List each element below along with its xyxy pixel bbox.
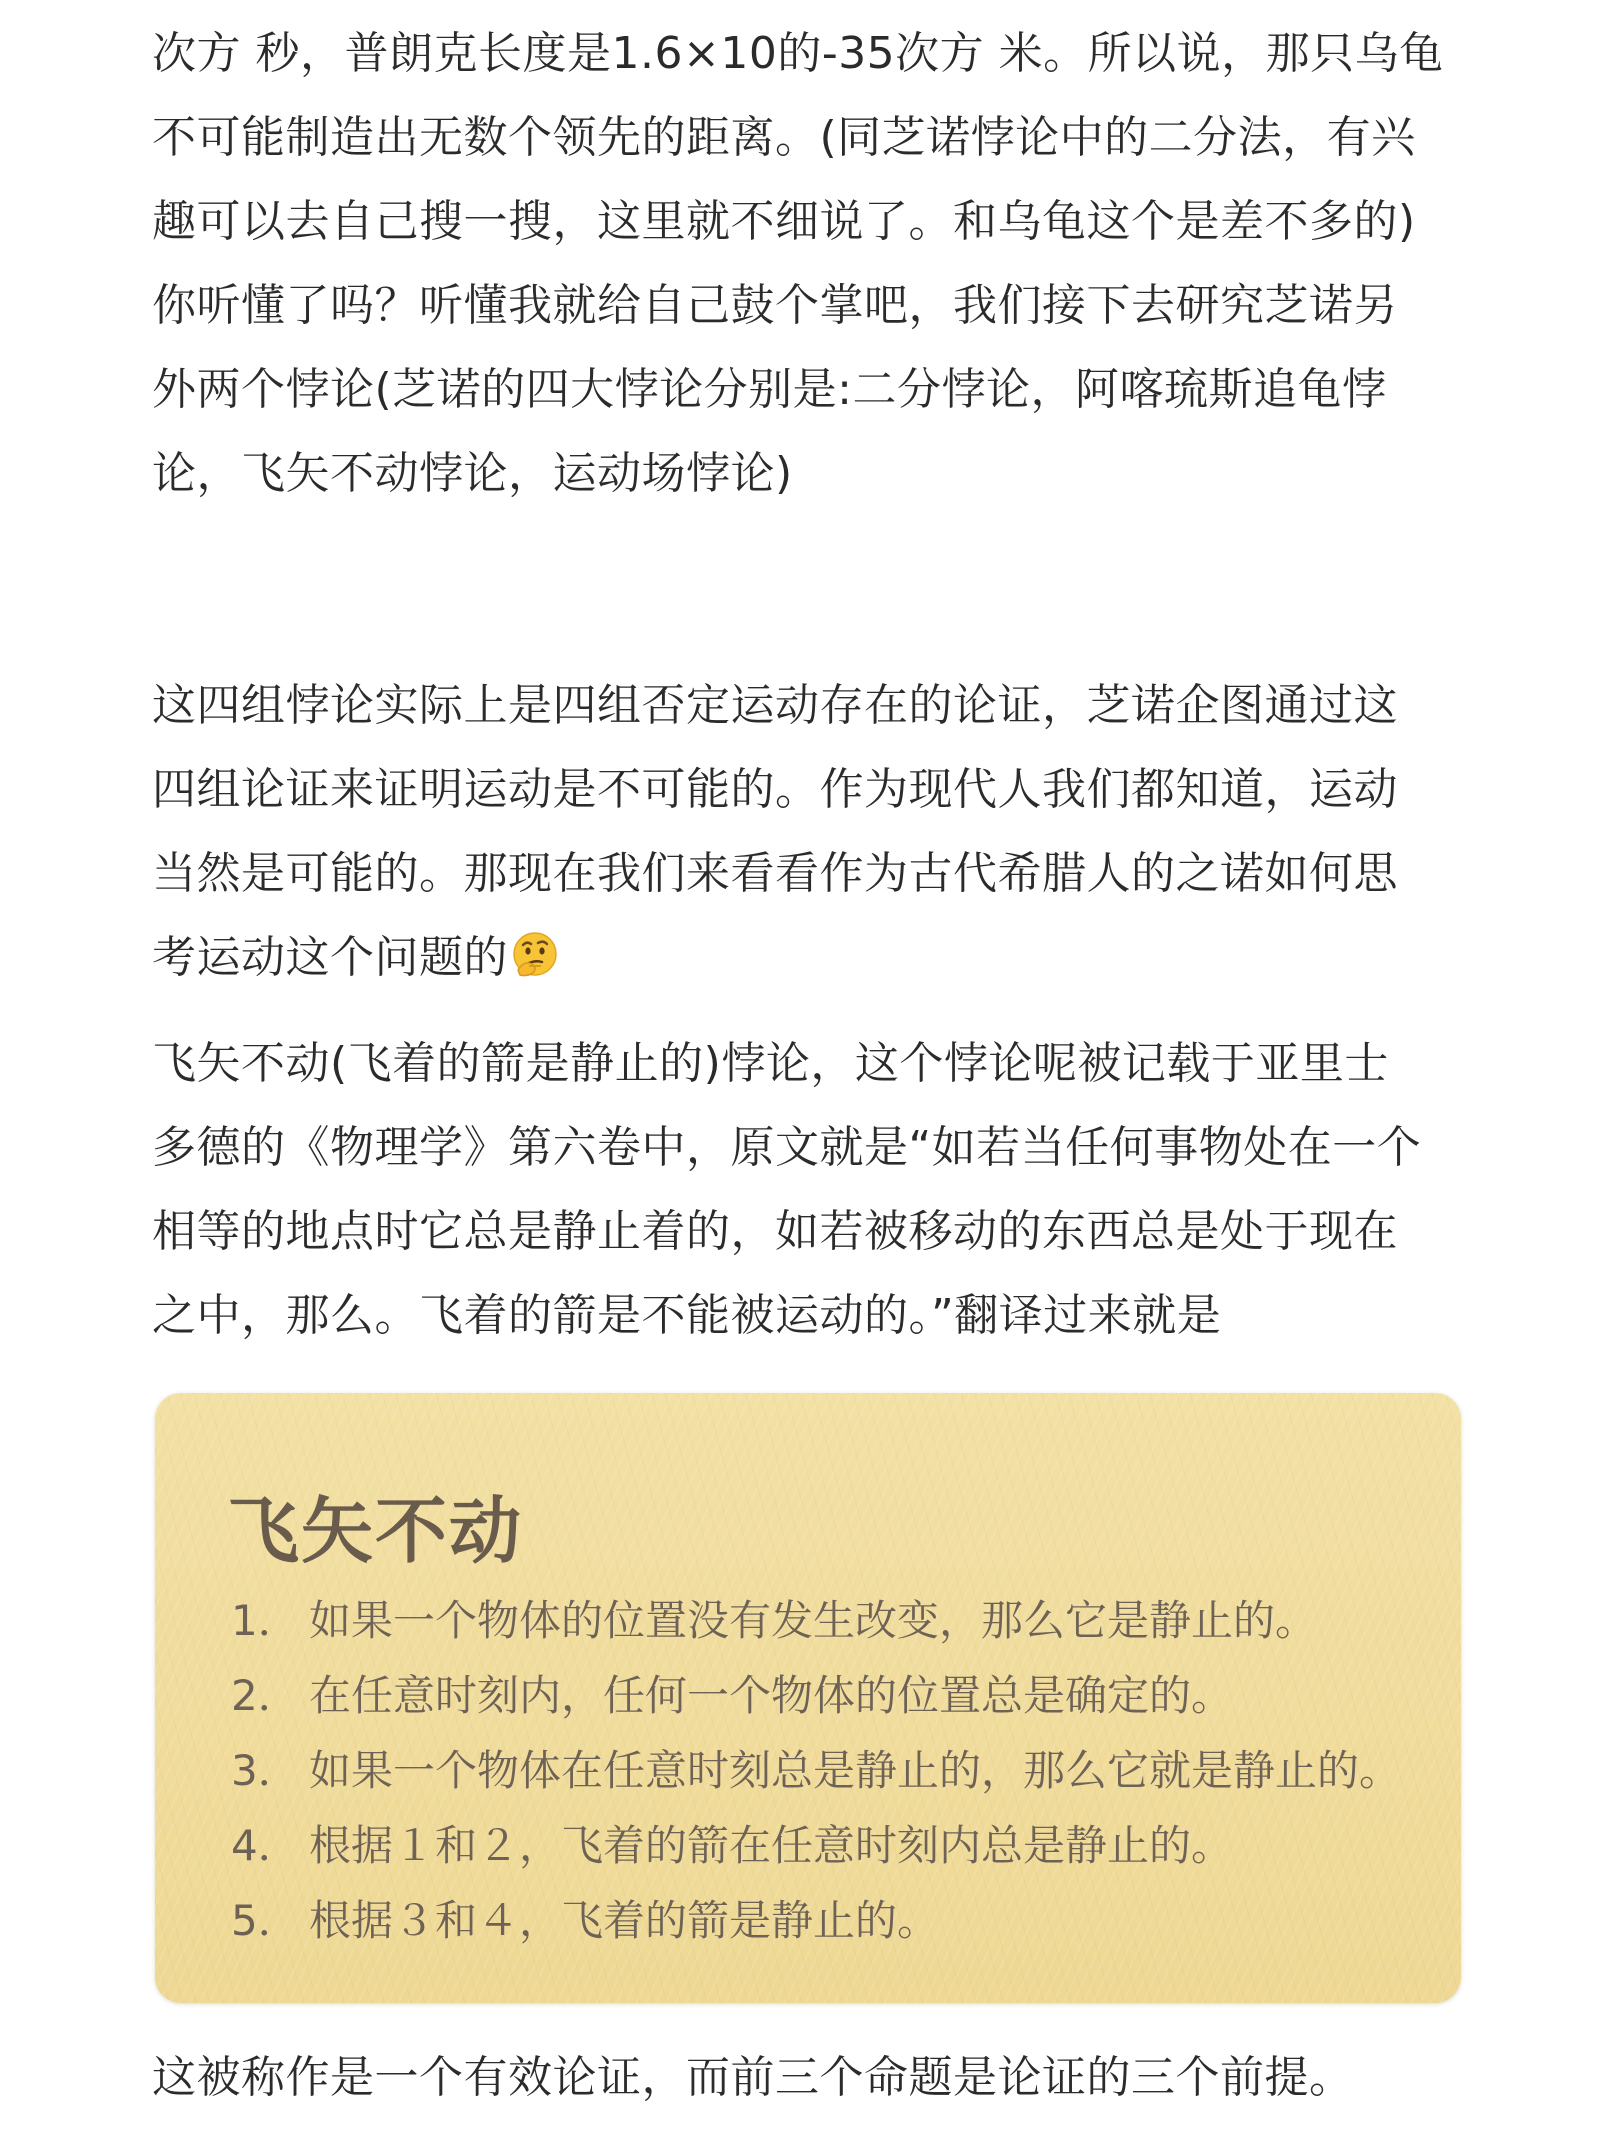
text-line: 论，飞矢不动悖论，运动场悖论) xyxy=(152,448,793,499)
list-item xyxy=(231,1808,1401,1883)
paragraph-spacer xyxy=(152,1000,1462,1022)
text-line: 相等的地点时它总是静止着的，如若被移动的东西总是处于现在 xyxy=(152,1206,1398,1257)
text-line: 次方 秒，普朗克长度是1.6×10的-35次方 米。所以说，那只乌龟 xyxy=(152,28,1444,79)
list-item xyxy=(231,1733,1401,1808)
article-body xyxy=(152,12,1462,1358)
item-number: 3． xyxy=(231,1746,300,1795)
paradox-summary-card xyxy=(155,1393,1461,2003)
text-line: 趣可以去自己搜一搜，这里就不细说了。和乌龟这个是差不多的) xyxy=(152,196,1416,247)
item-text: 如果一个物体在任意时刻总是静止的，那么它就是静止的。 xyxy=(309,1746,1402,1795)
premise-list xyxy=(231,1583,1401,1958)
text-line: 外两个悖论(芝诺的四大悖论分别是:二分悖论，阿喀琉斯追龟悖 xyxy=(152,364,1387,415)
item-text: 如果一个物体的位置没有发生改变，那么它是静止的。 xyxy=(309,1596,1318,1645)
item-number: 5． xyxy=(231,1896,300,1945)
item-number: 1． xyxy=(231,1596,300,1645)
card-title: 飞矢不动 xyxy=(227,1489,524,1573)
thinking-face-icon xyxy=(510,930,560,980)
text-line: 不可能制造出无数个领先的距离。(同芝诺悖论中的二分法，有兴 xyxy=(152,112,1416,163)
item-text: 根据３和４，飞着的箭是静止的。 xyxy=(309,1896,940,1945)
paragraph-valid-argument: 这被称作是一个有效论证，而前三个命题是论证的三个前提。 xyxy=(152,2052,1354,2103)
list-item xyxy=(231,1883,1401,1958)
text-line: 这四组悖论实际上是四组否定运动存在的论证，芝诺企图通过这 xyxy=(152,680,1398,731)
text-line: 当然是可能的。那现在我们来看看作为古代希腊人的之诺如何思 xyxy=(152,848,1398,899)
paragraph-spacer xyxy=(152,516,1462,664)
list-item xyxy=(231,1583,1401,1658)
text-line: 之中，那么。飞着的箭是不能被运动的。”翻译过来就是 xyxy=(152,1290,1222,1341)
text-line: 多德的《物理学》第六卷中，原文就是“如若当任何事物处在一个 xyxy=(152,1122,1422,1173)
item-text: 根据１和２，飞着的箭在任意时刻内总是静止的。 xyxy=(309,1821,1234,1870)
list-item xyxy=(231,1658,1401,1733)
text-line: 四组论证来证明运动是不可能的。作为现代人我们都知道，运动 xyxy=(152,764,1398,815)
paragraph-flying-arrow xyxy=(152,1022,1462,1358)
paragraph-four-paradoxes xyxy=(152,664,1462,1000)
item-number: 4． xyxy=(231,1821,300,1870)
paragraph-turtle xyxy=(152,12,1462,516)
text-line: 你听懂了吗？听懂我就给自己鼓个掌吧，我们接下去研究芝诺另 xyxy=(152,280,1398,331)
item-number: 2． xyxy=(231,1671,300,1720)
text-line: 飞矢不动(飞着的箭是静止的)悖论，这个悖论呢被记载于亚里士 xyxy=(152,1038,1389,1089)
item-text: 在任意时刻内，任何一个物体的位置总是确定的。 xyxy=(309,1671,1234,1720)
text-line: 考运动这个问题的 xyxy=(152,932,508,983)
